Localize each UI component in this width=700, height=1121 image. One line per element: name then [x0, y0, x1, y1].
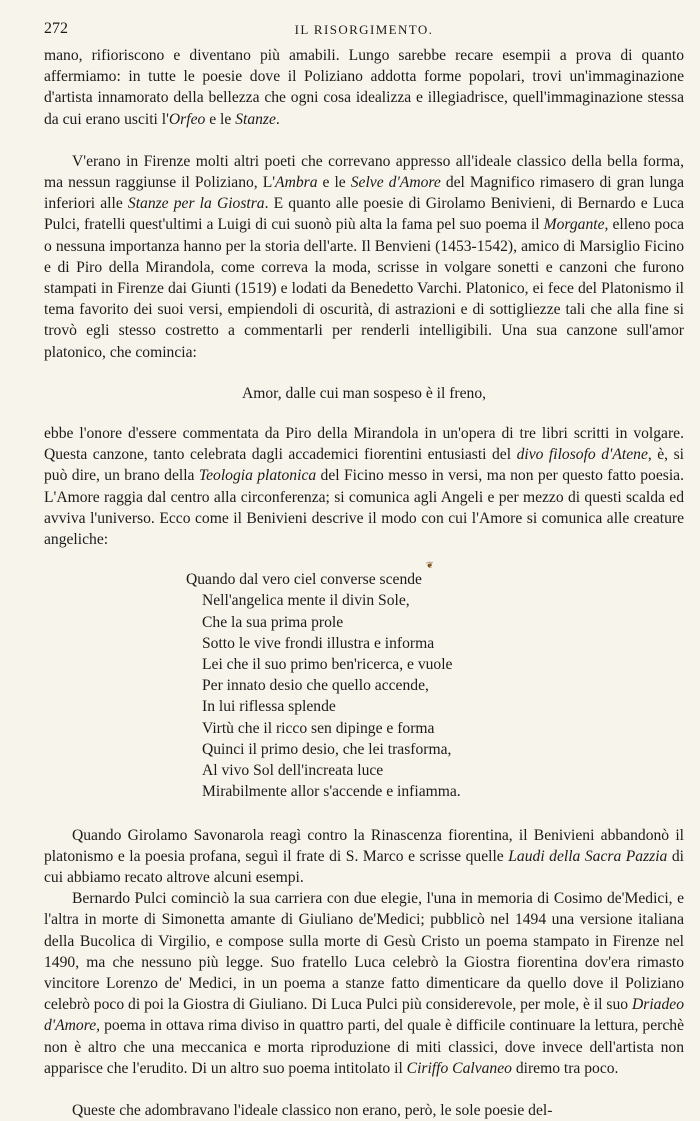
poem-line: Che la sua prima prole	[202, 613, 344, 631]
running-title: IL RISORGIMENTO.	[294, 22, 434, 37]
italic-title: Teologia platonica	[198, 467, 317, 485]
text-run: elleno poca o nessuna importanza hanno per la storia dell'arte. Il Benvieni (1453-1542), amico di Marsiglio Ficino e di Piro della Mirandola, come correva la moda, scrisse in volgare sonetti e canzoni che furono stampati in Firenze dai Giunti (1519) e lodati da Benedetto Varchi. Platonico, ei fece del Platonismo il tema favorito dei suoi versi, empiendoli di oscurità, di astrazioni e di sottigliezze tali che alla fine si trovò egli stesso costretto a commentarli per renderli intelligibili. Una sua canzone sull'amor platonico, che comincia:	[44, 216, 684, 361]
ornament-mark: ❦	[426, 560, 434, 571]
paragraph	[44, 1100, 684, 1121]
text-run: Queste che adombravano l'ideale classico non erano, però, le sole poesie del-	[72, 1101, 553, 1119]
italic-title: divo filosofo d'Atene	[516, 446, 648, 464]
italic-title: Ambra	[275, 174, 318, 192]
italic-title: Stanze	[235, 110, 276, 128]
text-run: poema in ottava rima diviso in quattro parti, del quale è difficile continuare la lettura, perchè non è altro che una meccanica e morta riproduzione di miti classici, dove invece dell'artista non apparisce che l'erudito. Di un altro suo poema intitolato il	[44, 1017, 684, 1077]
text-run: e le	[205, 110, 236, 128]
poem-line: Al vivo Sol dell'increata luce	[202, 762, 384, 780]
paragraph	[44, 825, 684, 889]
poem-line: Per innato desio che quello accende,	[202, 677, 429, 695]
poem-line: Mirabilmente allor s'accende e infiamma.	[202, 783, 461, 801]
text-run: diremo tra poco.	[511, 1059, 619, 1077]
poem-block	[186, 560, 684, 802]
paragraph	[44, 151, 684, 363]
page-number: 272	[44, 20, 68, 37]
italic-title: Morgante,	[543, 216, 609, 234]
text-run: ebbe l'onore d'essere commentata da Piro della Mirandola in un'opera di tre libri scritti in volgare. Questa canzone, tanto celebrata dagli accademici fiorentini entusiasti del	[44, 425, 684, 464]
text-run: .	[275, 110, 280, 128]
text-run: del Magnifico rimasero di gran lunga inferiori alle	[44, 174, 684, 213]
page-header	[44, 20, 684, 44]
paragraph	[44, 423, 684, 550]
paragraph	[44, 45, 684, 130]
italic-title: Selve d'Amore	[350, 174, 441, 192]
quoted-verse-line: Amor, dalle cui man sospeso è il freno,	[241, 384, 487, 402]
italic-title: Driadeo d'Amore,	[44, 996, 684, 1035]
poem-line: Virtù che il ricco sen dipinge e forma	[202, 719, 435, 737]
poem-line: In lui riflessa splende	[202, 698, 336, 716]
poem-line: Quando dal vero ciel converse scende	[186, 571, 422, 589]
poem-line: Quinci il primo desio, che lei trasforma,	[202, 740, 452, 758]
paragraph	[44, 888, 684, 1079]
text-run: . E quanto alle poesie di Girolamo Benivieni, di Bernardo e Luca Pulci, fratelli quest'ultimi a Luigi di cui suonò più alta la fama pel suo poema il	[44, 195, 685, 234]
italic-title: Orfeo	[168, 110, 206, 128]
page-body	[44, 45, 684, 1121]
text-run: e le	[317, 174, 351, 192]
text-run: V'erano in Firenze molti altri poeti che correvano appresso all'ideale classico della bella forma, ma nessun raggiunse il Poliziano, L'	[44, 152, 684, 192]
poem-line: Sotto le vive frondi illustra e informa	[202, 634, 435, 652]
text-run: Quando Girolamo Savonarola reagì contro la Rinascenza fiorentina, il Benivieni abbandonò il platonismo e la poesia profana, seguì il frate di S. Marco e scrisse quelle	[44, 826, 684, 865]
italic-title: Ciriffo Calvaneo	[406, 1059, 512, 1077]
italic-title: Stanze per la Giostra	[127, 195, 265, 213]
text-run: del Ficino messo in versi, ma non per questo fatto poesia. L'Amore raggia dal centro alla circonferenza; si comunica agli Angeli e per mezzo di questi scalda ed avviva l'universo. Ecco come il Benivieni descrive il modo con cui l'Amore si comunica alle creature angeliche:	[44, 467, 684, 549]
text-run: Bernardo Pulci cominciò la sua carriera con due elegie, l'una in memoria di Cosimo de'Medici, e l'altra in morte di Simonetta amante di Giuliano de'Medici; pubblicò nel 1494 una versione italiana della Bucolica di Virgilio, e compose sulla morte di Gesù Cristo un poema stampato in Firenze nel 1490, ma che nessuno più legge. Suo fratello Luca celebrò la Giostra fiorentina dov'era rimasto vincitore Lorenzo de' Medici, in un poema a stanze fatto dimenticare da quello dove il Poliziano celebrò poco di poi la Giostra di Giuliano. Di Luca Pulci più considerevole, per mole, è il suo	[44, 890, 684, 1014]
text-run: , è, si può dire, un brano della	[44, 446, 684, 485]
poem-line: Lei che il suo primo ben'ricerca, e vuole	[202, 656, 453, 674]
poem-line: Nell'angelica mente il divin Sole,	[202, 592, 410, 610]
text-run: mano, rifioriscono e diventano più amabili. Lungo sarebbe recare esempii a prova di quanto affermiamo: in tutte le poesie dove il Poliziano addotta forme popolari, trovi un'immaginazione d'artista innamorato della bellezza che ogni cosa idealizza e illegiadrisce, quell'immaginazione stessa da cui erano usciti l'	[44, 47, 684, 128]
text-run: di cui abbiamo recato altrove alcuni esempi.	[44, 847, 685, 886]
italic-title: Laudi della Sacra Pazzia	[508, 847, 668, 865]
